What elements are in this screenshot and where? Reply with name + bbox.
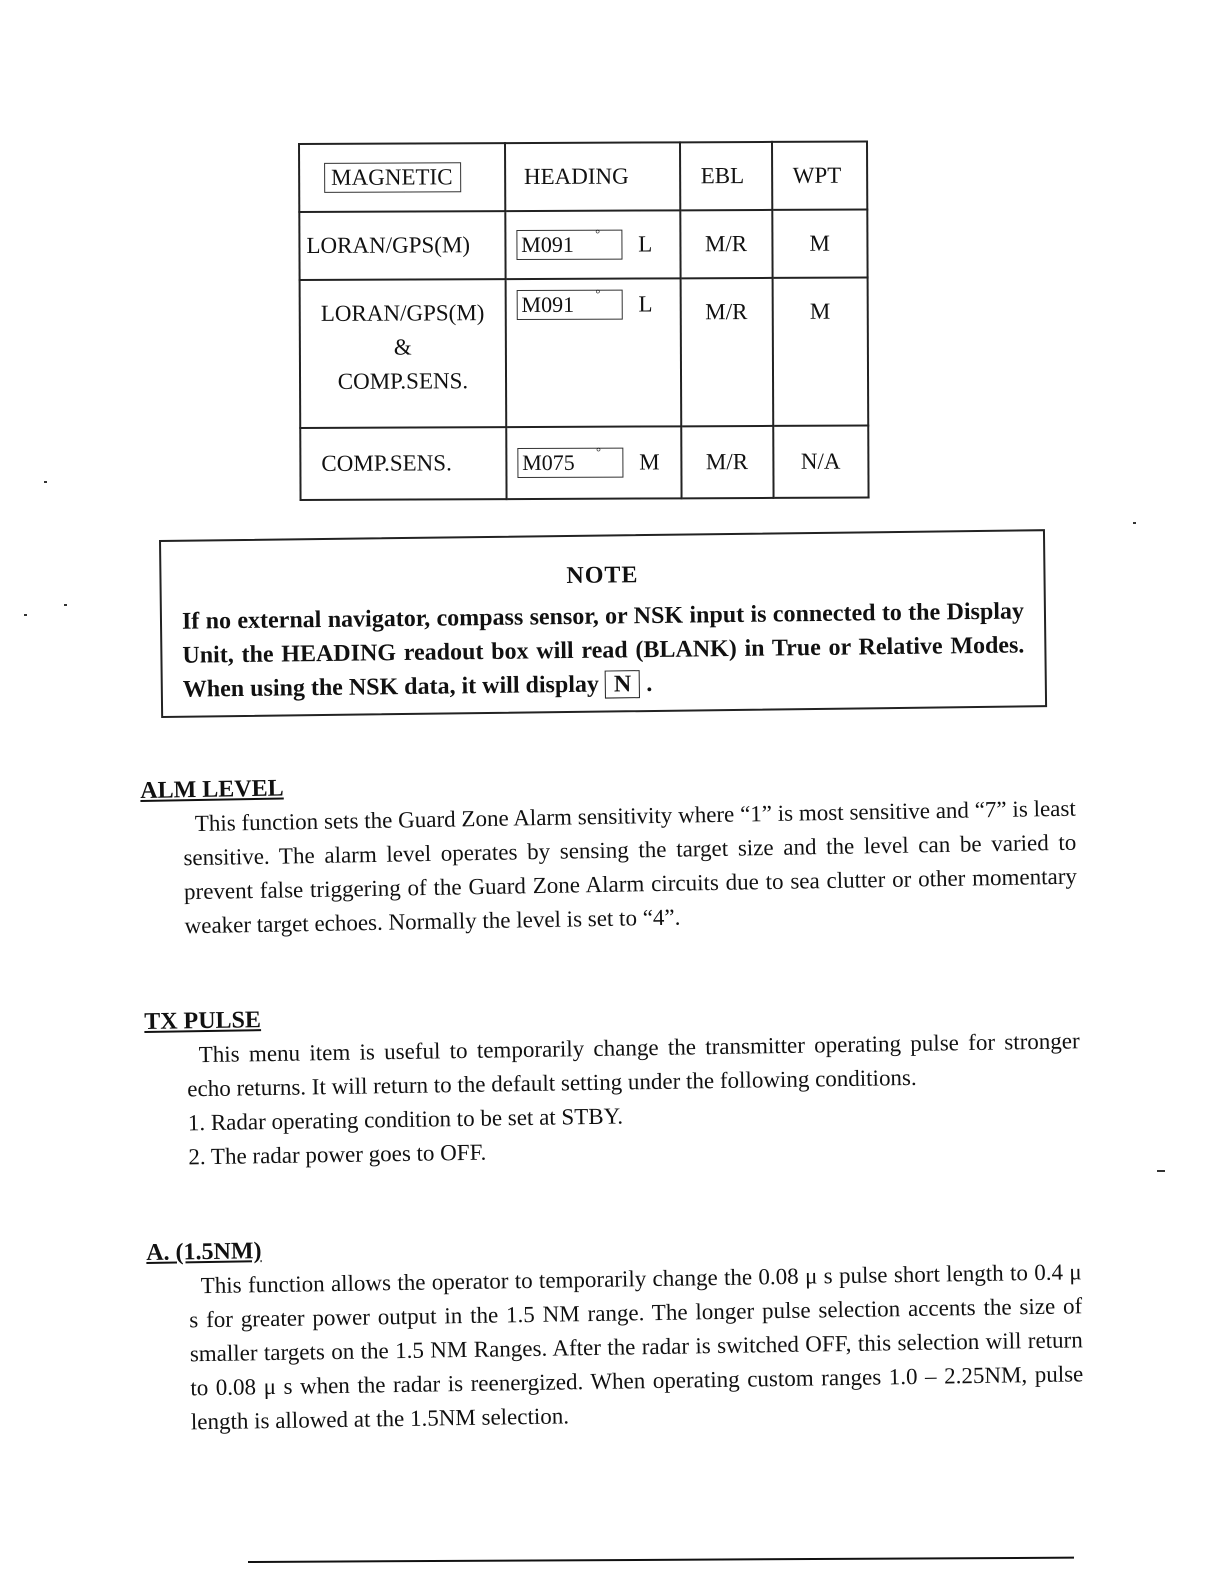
mode-cell: COMP.SENS. [300, 427, 506, 500]
heading-readout-box [516, 286, 622, 320]
condition-list [188, 1092, 1082, 1174]
mode-line: & [393, 334, 412, 360]
a-pulse-section [146, 1223, 1084, 1440]
list-item: 1. Radar operating condition to be set at STBY. [187, 1103, 624, 1136]
heading-unit: L [638, 231, 653, 257]
ebl-cell: M/R [680, 278, 773, 426]
heading-readout-box [516, 226, 622, 260]
section-title: ALM LEVEL [140, 775, 284, 804]
note-text [182, 594, 1025, 706]
tx-pulse-section [144, 992, 1082, 1175]
heading-readout-cell [506, 426, 681, 499]
table-row [300, 278, 869, 428]
scan-speck [64, 604, 67, 606]
heading-value: M091 [521, 231, 574, 258]
bottom-rule [248, 1557, 1074, 1563]
ebl-cell: M/R [681, 426, 773, 498]
mode-line: LORAN/GPS(M) [320, 300, 485, 326]
header-ebl-cell: EBL [680, 142, 772, 210]
mode-line: COMP.SENS. [337, 368, 469, 394]
heading-readout-cell [505, 278, 680, 427]
section-body: This menu item is useful to temporarily change the transmitter operating pulse for stronger echo returns. It will return to the default setting under the following conditions. [187, 1028, 1080, 1102]
heading-value: M075 [522, 449, 575, 476]
scan-speck [1133, 522, 1136, 524]
note-end: . [646, 670, 653, 698]
note-box [159, 529, 1047, 718]
table-row [300, 426, 868, 500]
degree-symbol: ° [595, 286, 601, 301]
note-body: If no external navigator, compass sensor, or NSK input is connected to the Display Unit, the HEADING readout box will read (BLANK) in True or Relative Modes. When using the NSK data, it will display [181, 598, 1025, 703]
heading-unit: M [639, 449, 660, 475]
mode-cell: LORAN/GPS(M) [299, 211, 505, 280]
section-title: TX PULSE [144, 1007, 262, 1035]
scan-speck [1157, 1170, 1165, 1172]
header-wpt-cell: WPT [772, 142, 868, 210]
degree-symbol: ° [595, 226, 601, 241]
scan-speck [44, 481, 47, 483]
note-title: NOTE [566, 562, 639, 590]
heading-mode-table [298, 141, 870, 501]
section-body: This function allows the operator to temporarily change the 0.08 μ s pulse short length to 0.4 μ s for greater power output in the 1.5 NM range. The longer pulse selection accents the size of smaller targets on the 1.5 NM Ranges. After the radar is switched OFF, this selection will return to 0.08 μ s when the radar is reenergized. When operating custom ranges 1.0 – 2.25NM, pulse length is allowed at the 1.5NM selection. [189, 1259, 1084, 1435]
section-title: A. (1.5NM) [146, 1238, 262, 1266]
header-heading-cell: HEADING [505, 142, 680, 211]
ebl-cell: M/R [680, 210, 772, 278]
magnetic-label: MAGNETIC [324, 162, 462, 193]
table-row [299, 210, 867, 280]
header-mode-cell [299, 143, 505, 212]
list-item: 2. The radar power goes to OFF. [188, 1139, 487, 1170]
heading-readout-cell [505, 210, 680, 279]
alm-level-section [140, 760, 1078, 944]
heading-readout-box [517, 444, 623, 478]
scan-speck [24, 614, 27, 616]
heading-value: M091 [521, 291, 575, 318]
wpt-cell: M [772, 278, 868, 426]
section-body: This function sets the Guard Zone Alarm sensitivity where “1” is most sensitive and “7” is least sensitive. The alarm level operates by sensing the target size and the level can be varied to prevent false triggering of the Guard Zone Alarm circuits due to sea clutter or other momentary weaker target echoes. Normally the level is set to “4”. [183, 795, 1078, 939]
mode-cell [300, 279, 506, 428]
nsk-indicator-box: N [605, 670, 641, 698]
table-header-row [299, 142, 867, 212]
wpt-cell: N/A [773, 426, 869, 498]
heading-unit: L [638, 291, 653, 317]
wpt-cell: M [772, 210, 868, 278]
degree-symbol: ° [596, 444, 602, 459]
